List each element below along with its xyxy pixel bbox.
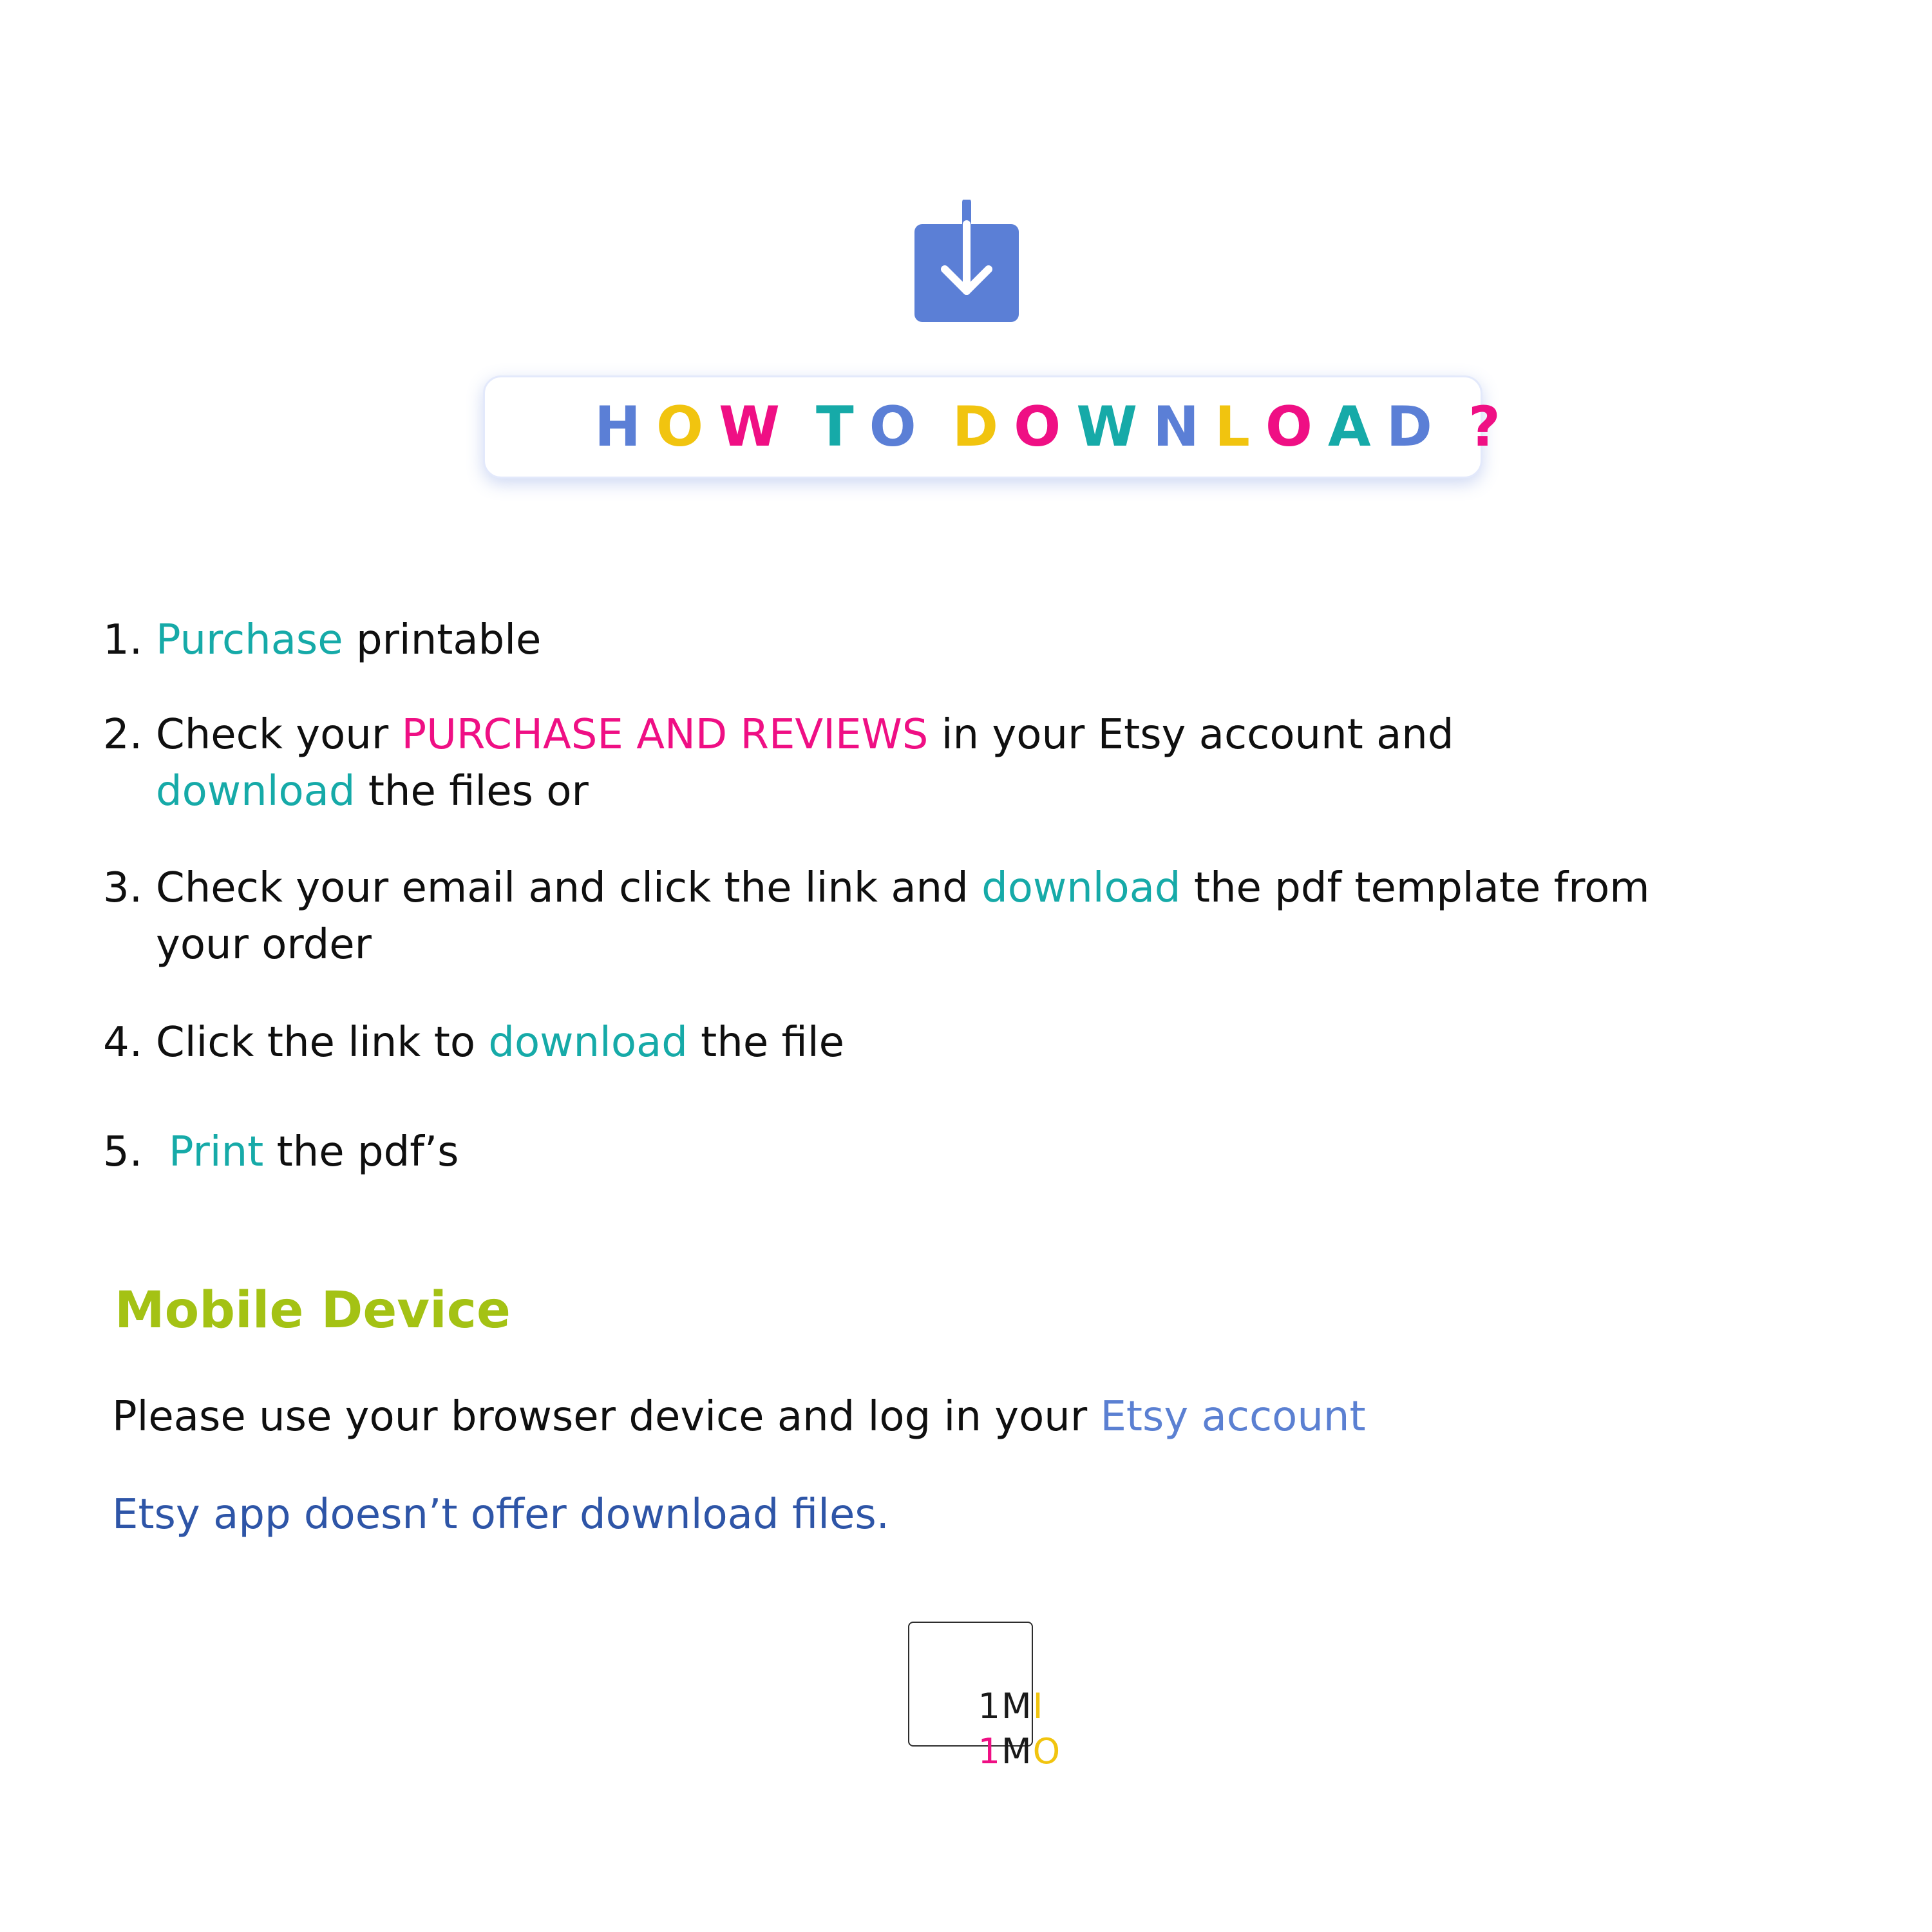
title-letter: O bbox=[1265, 395, 1329, 459]
title-letter: W bbox=[719, 395, 795, 459]
step-2 bbox=[103, 706, 1454, 820]
title-letter: ? bbox=[1468, 395, 1516, 459]
page-title bbox=[594, 377, 1516, 477]
logo-char: O bbox=[1032, 1731, 1062, 1772]
step-text: the file bbox=[687, 1019, 844, 1066]
title-letter bbox=[795, 395, 816, 459]
download-icon bbox=[914, 200, 1019, 322]
etsy-account-text: Etsy account bbox=[1100, 1393, 1366, 1441]
title-box bbox=[483, 375, 1516, 478]
mobile-device-heading: Mobile Device bbox=[115, 1282, 511, 1340]
step-text: Click the link to bbox=[156, 1019, 489, 1066]
logo-char: M bbox=[1001, 1731, 1033, 1772]
instruction-text: Please use your browser device and log in your bbox=[112, 1393, 1101, 1441]
print-text: Print bbox=[169, 1128, 264, 1176]
step-text: in your Etsy account and bbox=[928, 711, 1454, 759]
purchase-text: Purchase bbox=[156, 616, 343, 664]
etsy-app-note: Etsy app doesn’t offer download files. bbox=[112, 1491, 889, 1539]
title-letter: O bbox=[656, 395, 719, 459]
logo-char: 1 bbox=[978, 1731, 1002, 1772]
step-text: your order bbox=[156, 921, 372, 969]
brand-logo bbox=[908, 1622, 1062, 1772]
logo-char: 1 bbox=[978, 1686, 1002, 1727]
title-letter: O bbox=[869, 395, 932, 459]
logo-char: M bbox=[1001, 1686, 1033, 1727]
title-letter: L bbox=[1215, 395, 1265, 459]
logo-line-2 bbox=[929, 1694, 1061, 1810]
title-letter: A bbox=[1328, 395, 1387, 459]
step-3 bbox=[103, 860, 1650, 973]
step-continuation bbox=[103, 763, 1454, 820]
step-number: 1. bbox=[103, 616, 143, 664]
title-letter: H bbox=[594, 395, 656, 459]
title-letter bbox=[1448, 395, 1468, 459]
title-letter: T bbox=[815, 395, 869, 459]
step-text: the files or bbox=[355, 768, 589, 815]
purchase-and-reviews-text: PURCHASE AND REVIEWS bbox=[401, 711, 929, 759]
step-number: 2. bbox=[103, 711, 143, 759]
title-letter: W bbox=[1076, 395, 1153, 459]
step-4 bbox=[103, 1014, 844, 1071]
mobile-instruction bbox=[112, 1388, 1366, 1445]
step-text: the pdf template from bbox=[1180, 864, 1650, 912]
step-number: 4. bbox=[103, 1019, 143, 1066]
title-letter: N bbox=[1153, 395, 1215, 459]
title-letter: D bbox=[1386, 395, 1448, 459]
step-5 bbox=[103, 1124, 459, 1180]
title-letter: O bbox=[1014, 395, 1077, 459]
step-text: Check your bbox=[156, 711, 402, 759]
title-letter bbox=[932, 395, 952, 459]
step-text: the pdf’s bbox=[263, 1128, 459, 1176]
step-number: 3. bbox=[103, 864, 143, 912]
download-text: download bbox=[981, 864, 1181, 912]
step-continuation bbox=[103, 916, 1650, 973]
step-number: 5. bbox=[103, 1128, 143, 1176]
title-letter: D bbox=[952, 395, 1014, 459]
step-1 bbox=[103, 612, 541, 668]
step-text: Check your email and click the link and bbox=[156, 864, 982, 912]
download-text: download bbox=[156, 768, 355, 815]
step-text: printable bbox=[343, 616, 542, 664]
logo-char: I bbox=[1032, 1686, 1045, 1727]
download-text: download bbox=[488, 1019, 688, 1066]
